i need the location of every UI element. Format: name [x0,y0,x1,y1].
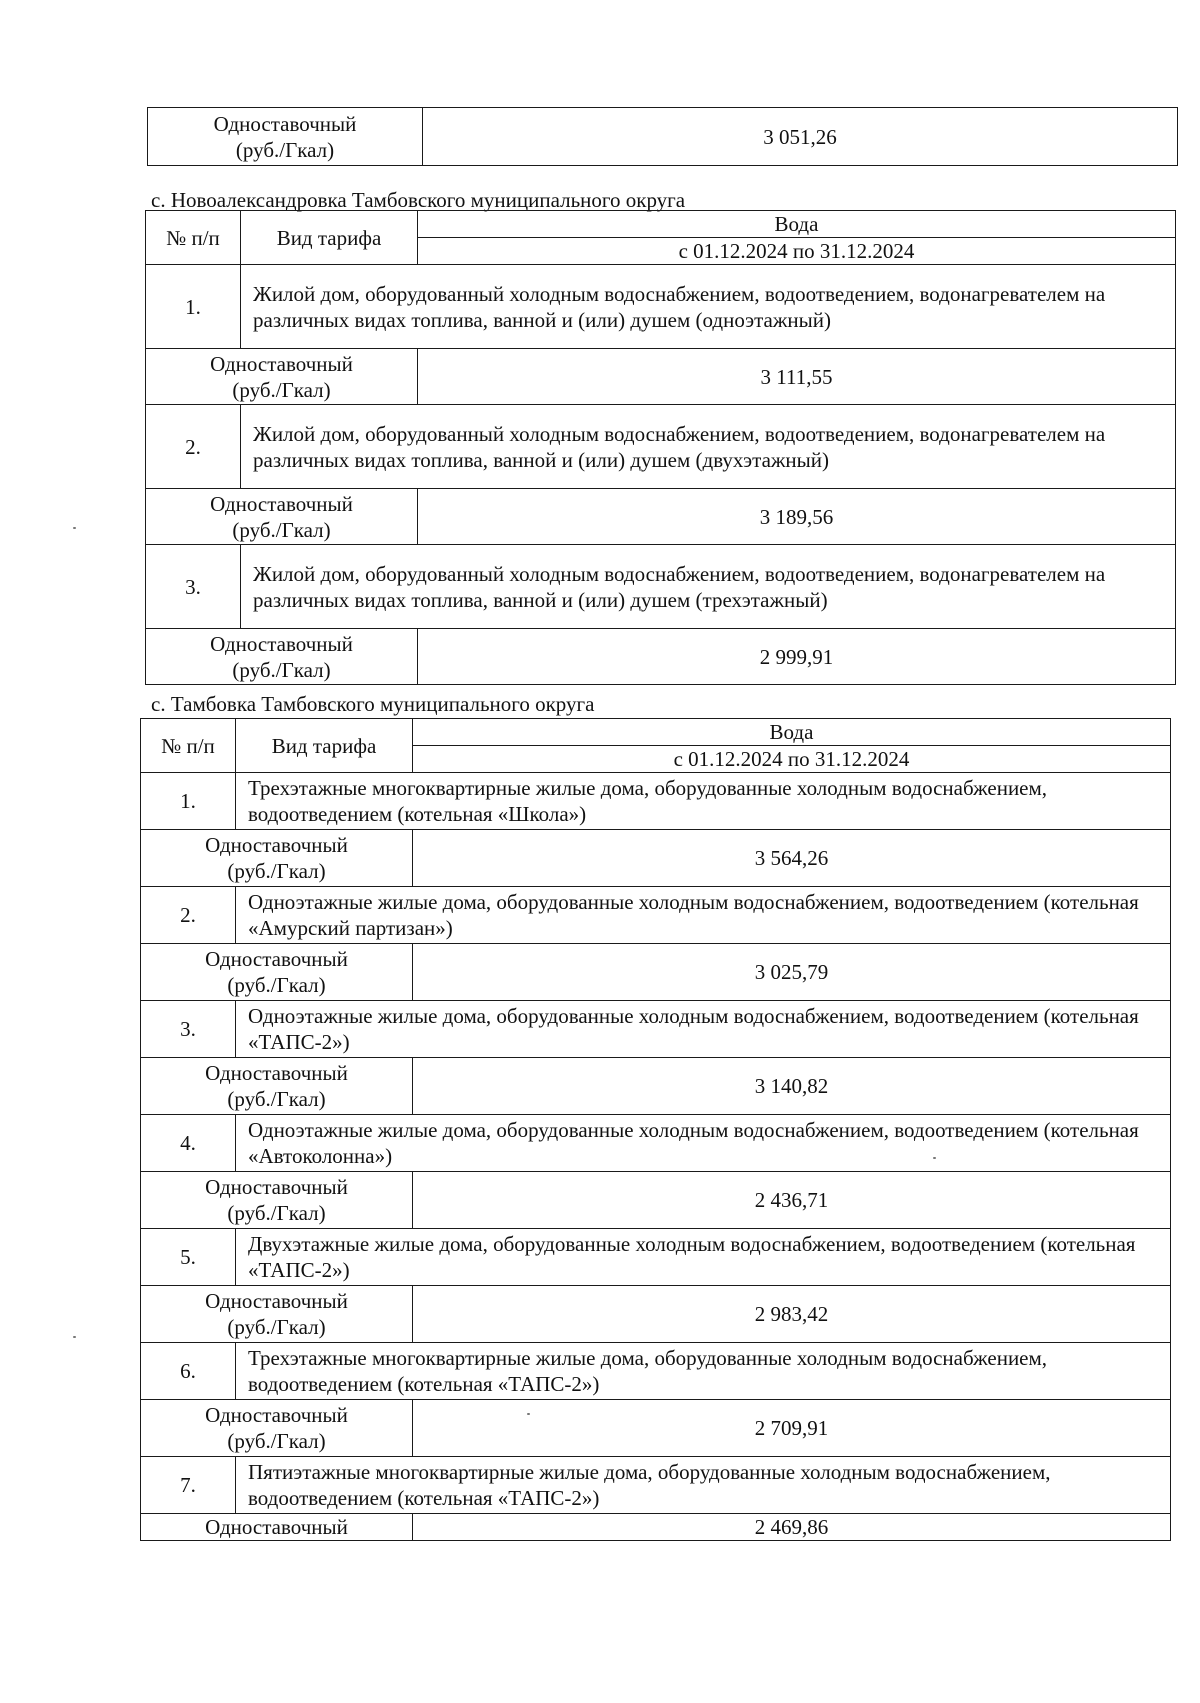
category-row [141,1457,1171,1514]
tariff-label-cell [141,1400,413,1457]
header-tariff-type: Вид тарифа [236,719,413,773]
tariff-row [146,629,1176,685]
tariff-unit: (руб./Гкал) [227,1201,326,1225]
tariff-label: Одноставочный [205,833,348,857]
scan-speck [73,1336,76,1338]
tariff-label-cell [141,944,413,1001]
tariff-label-cell [148,108,423,166]
tariff-row [141,1514,1171,1541]
tariff-unit: (руб./Гкал) [227,1315,326,1339]
category-row [141,1343,1171,1400]
row-description: Трехэтажные многоквартирные жилые дома, оборудованные холодным водоснабжением, водоотведением (котельная «ТАПС-2») [236,1343,1171,1400]
tariff-row [141,1400,1171,1457]
tariff-value: 3 025,79 [413,944,1171,1001]
tariff-row [148,108,1178,166]
tariff-row [146,349,1176,405]
tariff-value: 2 436,71 [413,1172,1171,1229]
tariff-value: 3 111,55 [418,349,1176,405]
row-description: Пятиэтажные многоквартирные жилые дома, оборудованные холодным водоснабжением, водоотведением (котельная «ТАПС-2») [236,1457,1171,1514]
tariff-label: Одноставочный [205,1175,348,1199]
row-number: 2. [141,887,236,944]
top-tariff-table [147,107,1178,166]
tariff-label-cell [141,1058,413,1115]
tariff-label: Одноставочный [210,351,353,376]
tariff-value: 2 999,91 [418,629,1176,685]
header-period: с 01.12.2024 по 31.12.2024 [418,238,1176,265]
tariff-label-cell [146,629,418,685]
row-number: 3. [141,1001,236,1058]
tariff-unit: (руб./Гкал) [232,377,331,402]
category-row [146,265,1176,349]
tariff-unit: (руб./Гкал) [232,517,331,542]
row-number: 5. [141,1229,236,1286]
row-description: Жилой дом, оборудованный холодным водоснабжением, водоотведением, водонагревателем на различных видах топлива, ванной и (или) душем (трехэтажный) [241,545,1176,629]
row-description: Жилой дом, оборудованный холодным водоснабжением, водоотведением, водонагревателем на различных видах топлива, ванной и (или) душем (одноэтажный) [241,265,1176,349]
tariff-row [141,1172,1171,1229]
tariff-label: Одноставочный [210,631,353,656]
header-row [146,211,1176,238]
tariff-label: Одноставочный [205,1403,348,1427]
row-description: Трехэтажные многоквартирные жилые дома, оборудованные холодным водоснабжением, водоотведением (котельная «Школа») [236,773,1171,830]
tariff-label-cell [141,1172,413,1229]
tariff-value: 2 709,91 [413,1400,1171,1457]
row-number: 7. [141,1457,236,1514]
tariff-label: Одноставочный [205,947,348,971]
tariff-table-tambovka [140,718,1171,1541]
tariff-label-cell [146,349,418,405]
category-row [141,1115,1171,1172]
header-period: с 01.12.2024 по 31.12.2024 [413,746,1171,773]
tariff-row [141,830,1171,887]
row-description: Одноэтажные жилые дома, оборудованные холодным водоснабжением, водоотведением (котельная «ТАПС-2») [236,1001,1171,1058]
row-description: Жилой дом, оборудованный холодным водоснабжением, водоотведением, водонагревателем на различных видах топлива, ванной и (или) душем (двухэтажный) [241,405,1176,489]
row-description: Одноэтажные жилые дома, оборудованные холодным водоснабжением, водоотведением (котельная «Амурский партизан») [236,887,1171,944]
row-description: Одноэтажные жилые дома, оборудованные холодным водоснабжением, водоотведением (котельная «Автоколонна») [236,1115,1171,1172]
tariff-row [146,489,1176,545]
header-num: № п/п [141,719,236,773]
tariff-label: Одноставочный [205,1289,348,1313]
tariff-unit: (руб./Гкал) [227,973,326,997]
section-caption: с. Новоалександровка Тамбовского муниципального округа [151,188,686,212]
tariff-label: Одноставочный [210,491,353,516]
section-caption: с. Тамбовка Тамбовского муниципального округа [151,692,595,716]
tariff-label-cell [141,1286,413,1343]
header-row [141,719,1171,746]
tariff-unit: (руб./Гкал) [227,1087,326,1111]
tariff-unit: (руб./Гкал) [227,859,326,883]
tariff-label-cell [141,1514,413,1541]
category-row [141,773,1171,830]
scan-speck [933,1157,936,1159]
category-row [141,887,1171,944]
category-row [146,545,1176,629]
row-number: 6. [141,1343,236,1400]
tariff-unit: (руб./Гкал) [235,137,335,162]
tariff-row [141,1286,1171,1343]
category-row [141,1001,1171,1058]
tariff-label: Одноставочный [205,1061,348,1085]
header-tariff-type: Вид тарифа [241,211,418,265]
header-resource: Вода [418,211,1176,238]
row-number: 4. [141,1115,236,1172]
tariff-label: Одноставочный [213,111,357,136]
tariff-unit: (руб./Гкал) [227,1429,326,1453]
tariff-value: 3 051,26 [423,108,1178,166]
row-number: 3. [146,545,241,629]
scan-speck [527,1413,530,1415]
tariff-label-cell [141,830,413,887]
row-description: Двухэтажные жилые дома, оборудованные холодным водоснабжением, водоотведением (котельная «ТАПС-2») [236,1229,1171,1286]
tariff-table-novoaleksandrovka [145,210,1176,685]
row-number: 1. [146,265,241,349]
header-num: № п/п [146,211,241,265]
tariff-value: 3 564,26 [413,830,1171,887]
tariff-row [141,1058,1171,1115]
tariff-label-cell [146,489,418,545]
tariff-value: 2 469,86 [413,1514,1171,1541]
header-resource: Вода [413,719,1171,746]
tariff-value: 3 140,82 [413,1058,1171,1115]
tariff-label: Одноставочный [205,1515,348,1539]
row-number: 1. [141,773,236,830]
tariff-row [141,944,1171,1001]
tariff-value: 3 189,56 [418,489,1176,545]
row-number: 2. [146,405,241,489]
tariff-unit: (руб./Гкал) [232,657,331,682]
scan-speck [73,527,76,529]
category-row [146,405,1176,489]
category-row [141,1229,1171,1286]
tariff-value: 2 983,42 [413,1286,1171,1343]
